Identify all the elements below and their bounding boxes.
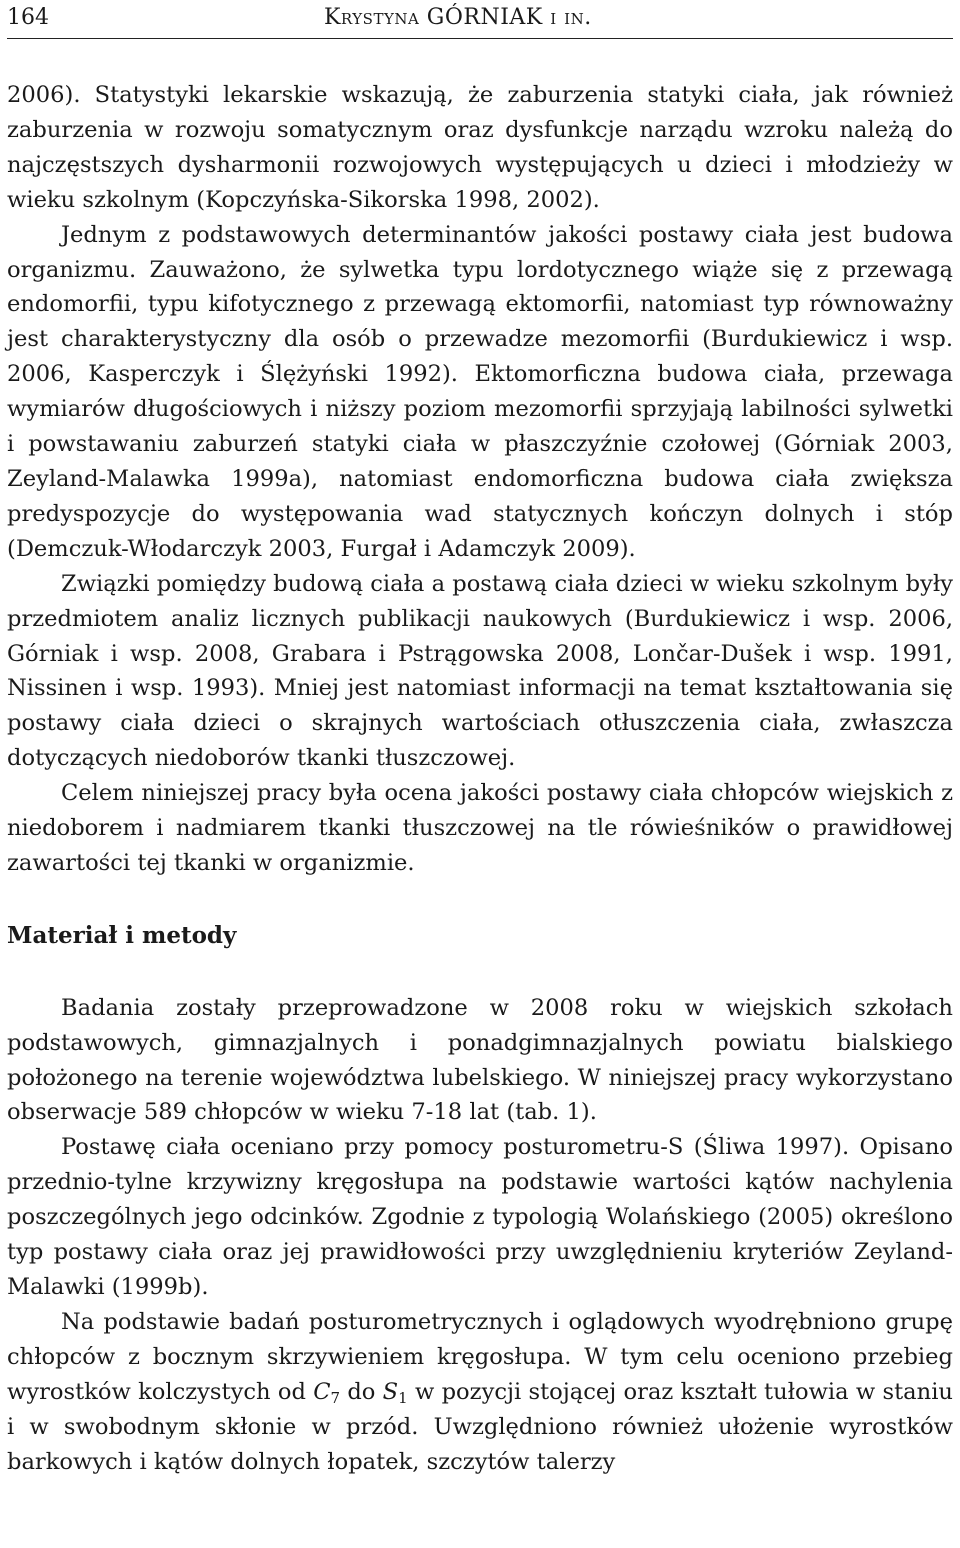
section-heading: Materiał i metody (7, 921, 237, 949)
page-header (7, 2, 953, 34)
paragraph-2: Jednym z podstawowych determinantów jakości postawy ciała jest budowa organizmu. Zauważono, że sylwetka typu lordotycznego wiąże się z przewagą endomorfii, typu kifotycznego z przewagą ektomorfii, natomiast typ równoważny jest charakterystyczny dla osób o przewadze mezomorfii (Burdukiewicz i wsp. 2006, Kasperczyk i Ślężyński 1992). Ektomorficzna budowa ciała, przewaga wymiarów długościowych i niższy poziom mezomorfii sprzyjają labilności sylwetki i powstawaniu zaburzeń statyki ciała w płaszczyźnie czołowej (Górniak 2003, Zeyland-Malawka 1999a), natomiast endomorficzna budowa ciała zwiększa predyspozycje do występowania wad statycznych kończyn dolnych i stóp (Demczuk-Włodarczyk 2003, Furgał i Adamczyk 2009). (7, 221, 953, 562)
paragraph-6: Postawę ciała oceniano przy pomocy posturometru-S (Śliwa 1997). Opisano przednio-tylne krzywizny kręgosłupa na podstawie wartości kątów nachylenia poszczególnych jego odcinków. Zgodnie z typologią Wolańskiego (2005) określono typ postawy ciała oraz jej prawidłowości przy uwzględnieniu kryteriów Zeyland-Malawki (1999b). (7, 1134, 953, 1300)
paragraph-7-part-b: w pozycji stojącej oraz kształt tułowia w staniu i w swobodnym skłonie w przód. Uwzględniono również ułożenie wyrostków barkowych i kątów dolnych łopatek, szczytów talerzy (7, 1378, 953, 1475)
paragraph-4: Celem niniejszej pracy była ocena jakości postawy ciała chłopców wiejskich z niedoborem i nadmiarem tkanki tłuszczowej na tle rówieśników o prawidłowej zawartości tej tkanki w organizmie. (7, 780, 953, 876)
header-rule (7, 38, 953, 39)
page-number: 164 (7, 5, 49, 30)
paragraph-5: Badania zostały przeprowadzone w 2008 roku w wiejskich szkołach podstawowych, gimnazjalnych i ponadgimnazjalnych powiatu bialskiego położonego na terenie województwa lubelskiego. W niniejszej pracy wykorzystano obserwacje 589 chłopców w wieku 7-18 lat (tab. 1). (7, 994, 953, 1126)
paragraph-7-part-a: Na podstawie badań posturometrycznych i oglądowych wyodrębniono grupę chłopców z bocznym skrzywieniem kręgosłupa. W tym celu oceniono przebieg wyrostków kolczystych od (7, 1308, 953, 1405)
math-s-subscript: 1 (398, 1388, 408, 1407)
running-head: Krystyna GÓRNIAK i in. (324, 5, 592, 30)
math-c-subscript: 7 (330, 1388, 341, 1407)
paragraph-3: Związki pomiędzy budową ciała a postawą ciała dzieci w wieku szkolnym były przedmiotem analiz licznych publikacji naukowych (Burdukiewicz i wsp. 2006, Górniak i wsp. 2008, Grabara i Pstrągowska 2008, Lončar-Dušek i wsp. 1991, Nissinen i wsp. 1993). Mniej jest natomiast informacji na temat kształtowania się postawy ciała dzieci o skrajnych wartościach otłuszczenia ciała, zwłaszcza dotyczących niedoborów tkanki tłuszczowej. (7, 570, 953, 772)
paragraph-1: 2006). Statystyki lekarskie wskazują, że zaburzenia statyki ciała, jak również zaburzenia w rozwoju somatycznym oraz dysfunkcje narządu wzroku należą do najczęstszych dysharmonii rozwojowych występujących u dzieci i młodzieży w wieku szkolnym (Kopczyńska-Sikorska 1998, 2002). (7, 82, 953, 213)
paragraph-7-mid: do (340, 1378, 383, 1405)
math-c: C (313, 1378, 331, 1405)
paragraph-7 (7, 1305, 953, 1480)
body-text (7, 78, 953, 1479)
math-s: S (382, 1378, 399, 1405)
